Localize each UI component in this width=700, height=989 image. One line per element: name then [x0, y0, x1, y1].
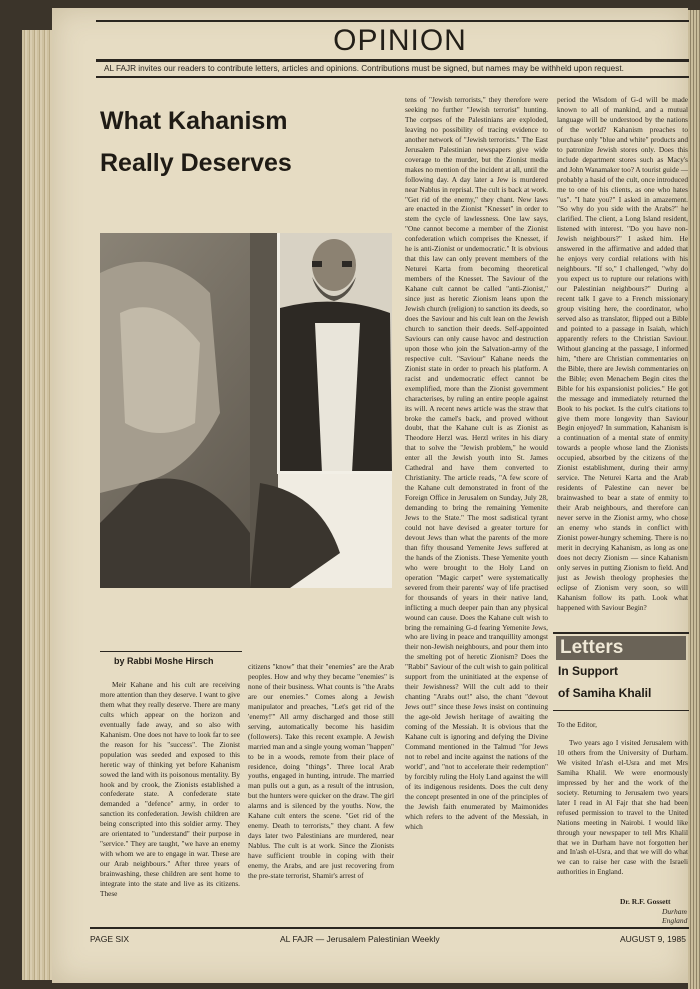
footer-date: AUGUST 9, 1985: [620, 934, 686, 944]
photo-illustration: [100, 233, 392, 588]
article-column-2: [248, 662, 394, 924]
letter-signature-place-2: England: [662, 916, 688, 925]
article-photo: [100, 233, 392, 588]
contribution-notice: AL FAJR invites our readers to contribute letters, articles and opinions. Contributions must be signed, but names may be withheld upon request.: [104, 64, 624, 73]
masthead-bottom-rule: [96, 76, 689, 78]
masthead-rule: [96, 59, 689, 62]
letters-title-rule: [553, 710, 689, 711]
article-text-col4: period the Wisdom of G-d will be made known to all of mankind, and a mutual language will be understood by the nations of the world? Kahanism preaches to purchase only "blue and white" products and to patronize Jewish stores only. Does this include department stores such as Macy's and John Wanamaker too? A tourist guide — probably a hasid of the cult, once introduced me to one of his clients, as one who hates "us". "I hate you?" I asked in amazement. "So why do you side with the Arabs?" he clarified. The client, a Long Island resident, listened with interest. "Do you have non-Jewish neighbours?" I asked him. He answered in the affirmative and added that he enjoys very cordial relations with his neighbours. "If so," I challenged, "why do you expect us to rupture our relations with our Palestinian neighbours?" During a recent talk I gave to a French missionary group visiting here, the coordinator, who served also as translator, flipped out a Bible and pointed to a passage in Isaiah, which apparently refers to the Christian Saviour. Without glancing at the passage, I informed him, "there are Christian commentaries on the Bible, there are Jewish commentaries on the Bible; even Menachem Begin cites the Bible for his expansionist policies." He got the message and immediately returned the Book to his pocket. Is the cult's citations to give them more longevity than Saviour Begin enjoyed? In summation, Kahanism is a continuation of a mental state of enmity towards a people whose land the Zionists occupied, absorbed by the citizens of the Zionist establishment, during their army service. The Neturei Karta and the Arab residents of Palestine can never be brainwashed to bear a state of enmity to their Arab neighbours, and therefore can never serve in the Zionist army, who chose an enemy who stands in conflict with Zionist power-hungry scheming. There is no merit in decrying Kahanism, as long as one does not decry Zionism — since Kahanism only serves in putting Zionism to field. And just as Jewish theology prophesies the eclipse of Zionism very soon, so will Kahanism follow its path. Look what happened with Saviour Begin?: [557, 95, 688, 612]
footer-page-number: PAGE SIX: [90, 934, 130, 944]
letter-salutation: [557, 720, 687, 732]
footer-publication: AL FAJR — Jerusalem Palestinian Weekly: [280, 934, 440, 944]
article-headline: [100, 100, 400, 184]
footer-rule: [90, 927, 689, 929]
letter-signature: Dr. R.F. Gossett: [620, 897, 671, 906]
letter-body: [557, 738, 688, 888]
top-rule: [96, 20, 689, 22]
letters-subtitle-2: of Samiha Khalil: [558, 686, 652, 700]
letters-subtitle-1: In Support: [558, 664, 618, 678]
article-text-col1: Meir Kahane and his cult are receiving more attention than they deserve. I want to give them what they really deserve. There are many cults which appear on the horizon and eventually fade away, and so also with Kahanism. One does not have to look far to see the reason for his "success". The Zionist population was seeded and exposed to this heretic way of thinking yet before Kahanism sowed the land with its poisonous mentality. By hook and by crook, the Zionists established a confederate state. A confederate state demanded a "defence" army, in order to sanction its confederation. Jewish children are being conscripted into this soldier army. They are orientated to "understand" their purpose in "service." They are taught, "we have an enemy with whom we are to engage in war. These are our Arab neighbours." After three years of brainwashing, these children are sent home to integrate into the state and live as its citizens. These: [100, 680, 240, 899]
section-title: OPINION: [333, 24, 467, 57]
article-byline: by Rabbi Moshe Hirsch: [114, 656, 214, 666]
letters-top-rule: [553, 632, 689, 634]
article-text-col3: tens of "Jewish terrorists," they therefore were seeking no further "Jewish terrorist" hunting. The corpses of the Palestinians are exploded, leaving no possibility of tracing evidence to another network of "Jewish terrorists." The East Jerusalem Palestinian newspapers give wide coverage to the murder, but the Zionist media makes no mention of the incident at all, until the following day. A day later a Jew is murdered near Nablus in reprisal. The cult is back at work. "Get rid of the enemy," they chant. New laws are enacted in the Zionist "Knesset" in order to stem the cycle of lawlessness. One law says, "One cannot become a member of the Zionist confederation which comprises the Knesset, if he is anti-Zionist or undemocratic." It is obvious that this law can only prevent members of the Neturei Karta from becoming theoretical members of the Knesset. The Saviour of the Kahane cult cannot be called "anti-Zionist," since just as heretic Zionism leans upon the Jewish church (religion) to sanction its deeds, so does the Saviour and his cult lean on the Jewish church to sanction their deeds. Self-appointed Saviours can only cause havoc and destruction upon those who join the Salvation-army of the respective cult. "Saviour" Kahane needs the Zionist state in order to preach his platform. A racist and undemocratic effect cannot be exemplified, more than the Zionist government characterises, by ruling an entire people against its will. A recent news article was the straw that broke the camel's back, and proved without doubt, that the Kahane cult is as Zionist as Theodore Herzl was. Herzl writes in his diary that to solve the "Jewish problem," he would enter all the Jewish youth into St. James Cathedral and have them converted to Christianity. The article reads, "A few score of the Kahane cult demonstrated in front of the Foreign Office in Jerusalem on Sunday, July 28, demanding to bring the remaining Yemenite Jews to the State." The most sadistical tyrant could not have devised a greater torture for devout Jews than what the parents of the more than fifty thousand Yemenite Jews suffered at the hands of the Zionists. These Yemenite youth who were brought to the Holy Land on operation "Magic carpet" were systematically severed from their parents' way of life practised for thousands of years in their native land, inflicting a much deeper pain than any physical wound can cause. Does the Kahane cult wish to bring the remaining G-d fearing Yemenite Jews, who are living in peace and tranquillity amongst their non-Jewish neighbours, and pour them into the smelting pot of heretic Zionism? Does the "Rabbi" Saviour of the cult wish to gain political support from the uninitiated at the expense of their Jewishness? Will the cult add to their chanting "Arabs out!" also, the chant "devout Jews out!" since these Jews insist on continuing the age-old Jewish heritage of awaiting the coming of the Messiah. It is obvious that the Kahane cult is ignoring and defying the Divine Command mentioned in the Talmud "for Jews not to rebel and incite against the nations of the world", and "not to accelerate their redemption" by forcibly ruling the Holy Land against the will of its indigenous residents. Does the cult deny the concept presented in one of the principles of the Jewish faith enumerated by Maimonides which refers to the advent of the Messiah, in which: [405, 95, 548, 831]
article-text-col2: citizens "know" that their "enemies" are the Arab peoples. How and why they became "enemies" is none of their business. What counts is "the Arabs are our enemies." Comes along a Jewish manipulator and preaches, "Let's get rid of the 'enemy!'" All army discharged and those still serving, automatically become his hasidim (followers). Take this recent example. A Jewish married man and a single young woman "happen" to be in a woods, remote from their place of residence, doing "things". Three local Arab youths, engaged in hunting, intrude. The married man pulls out a gun, as a result of the intrusion, but the hunters were quicker on the draw. The girl alarms and is silenced by the youths. Now, the Kahane cult enters the scene. "Get rid of the enemy. Death to terrorists," they chant. A few days later two Palestinians are murdered, near Nablus. The cult is at work. Since the Zionists have sufficient trouble in coping with their enemy, the Arabs, and are just recovering from the pre-state terrorist, Shamir's arrest of: [248, 662, 394, 881]
letters-title: Letters: [556, 636, 686, 660]
headline-line-1: What Kahanism: [100, 107, 288, 135]
article-column-3: [405, 95, 548, 924]
headline-line-2: Really Deserves: [100, 149, 292, 177]
article-column-4: [557, 95, 688, 628]
letter-signature-place-1: Durham: [662, 907, 687, 916]
letter-body-text: Two years ago I visited Jerusalem with 10 others from the University of Durham. We visited In'ash el-Usra and met Mrs Samiha Khalil. We were enormously impressed by her and the work of the society. Returning to Jerusalem two years later I read in Al Fajr that she had been refused permission to travel to the United Nations meeting in Nairobi. I would like through your newspaper to tell Mrs Khalil that we in Durham have not forgotten her and In'ash el-Usra, and that we will do what we can to raise her case with the Israeli authorities in England.: [557, 738, 688, 877]
right-page-edge: [688, 10, 700, 989]
letter-salutation-text: To the Editor,: [557, 720, 597, 729]
article-column-1: [100, 680, 240, 924]
byline-rule: [100, 651, 242, 652]
